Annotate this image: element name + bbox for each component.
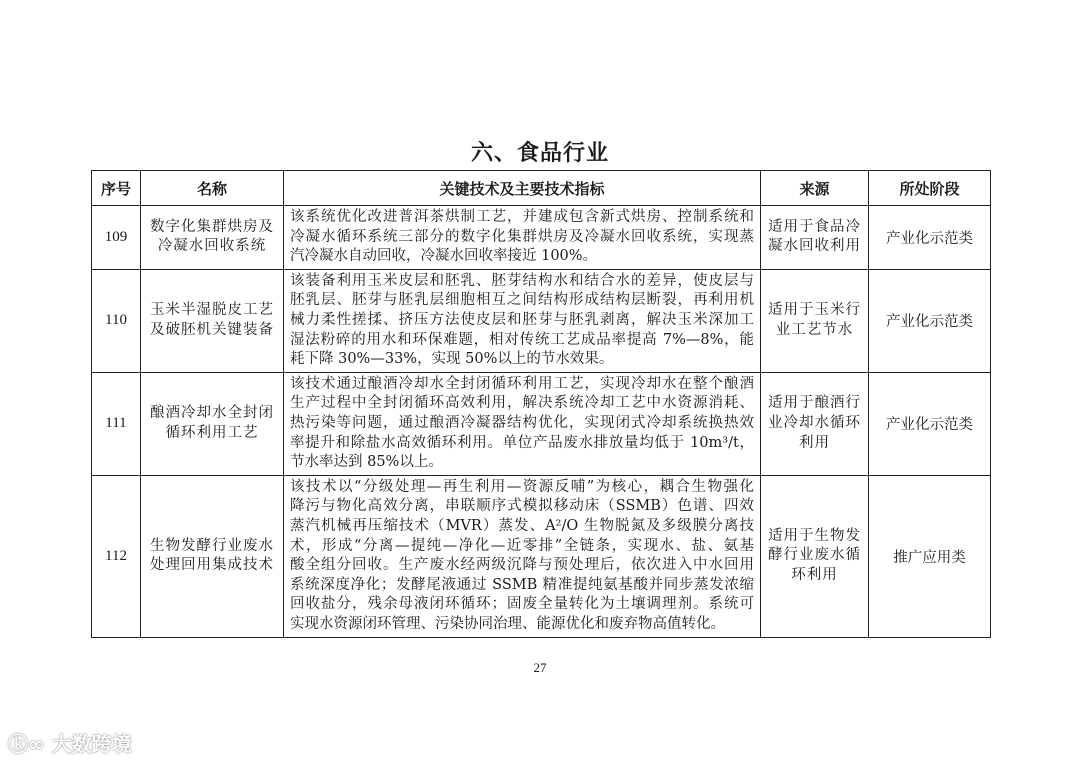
- tech-source: [761, 372, 869, 475]
- text-line: 率提升和除盐水高效循环利用。单位产品废水排放量均低于 10m³/t，: [290, 434, 754, 451]
- text-line: 该系统优化改进普洱茶烘制工艺，并建成包含新式烘房、控制系统和: [290, 209, 754, 225]
- tech-stage: 产业化示范类: [869, 206, 991, 270]
- text-line: 热污染等问题，通过酿酒冷凝器结构优化，实现闭式冷却系统换热效: [290, 414, 754, 431]
- text-line: 实现水资源闭环管理、污染协同治理、能源优化和废弃物高值转化。: [290, 616, 725, 632]
- text-line: 环利用: [791, 567, 838, 584]
- tech-stage: 推广应用类: [869, 475, 991, 637]
- text-line: 械力柔性搓揉、挤压方法使皮层和胚芽与胚乳剥离，解决玉米深加工: [290, 311, 754, 328]
- tech-stage: 产业化示范类: [869, 269, 991, 372]
- tech-name: [141, 269, 284, 372]
- text-line: 汽冷凝水自动回收，冷凝水回收率接近 100%。: [290, 248, 598, 265]
- section-title: 六、食品行业: [470, 140, 609, 166]
- tech-description: [284, 475, 761, 637]
- header-key-tech: 关键技术及主要技术指标: [284, 171, 761, 206]
- text-line: 凝水回收利用: [768, 238, 861, 255]
- tech-name: [141, 475, 284, 637]
- text-line: 业工艺节水: [775, 321, 854, 338]
- text-line: 及破胚机关键装备: [150, 321, 274, 338]
- tech-stage: 产业化示范类: [869, 372, 991, 475]
- text-line: 数字化集群烘房及: [150, 218, 274, 235]
- tech-source: [761, 475, 869, 637]
- row-number: 111: [92, 372, 141, 475]
- text-line: 该装备利用玉米皮层和胚乳、胚芽结构水和结合水的差异，使皮层与: [290, 272, 754, 289]
- text-line: 胚乳层、胚芽与胚乳层细胞相互之间结构形成结构层断裂，再利用机: [290, 292, 754, 309]
- tech-description: [284, 269, 761, 372]
- header-stage: 所处阶段: [869, 171, 991, 206]
- text-line: 处理回用集成技术: [150, 557, 274, 574]
- tech-description: [284, 372, 761, 475]
- text-line: 循环利用工艺: [165, 424, 259, 441]
- text-line: 生物发酵行业废水: [150, 537, 274, 554]
- row-number: 112: [92, 475, 141, 637]
- text-line: 冷凝水回收系统: [157, 238, 267, 255]
- text-line: 适用于酿酒行: [768, 395, 861, 412]
- text-line: 酸全组分回收。生产废水经两级沉降与预处理后，依次进入中水回用: [290, 557, 754, 574]
- table-row: [92, 372, 991, 475]
- text-line: 玉米半湿脱皮工艺: [150, 302, 274, 319]
- text-line: 冷凝水循环系统三部分的数字化集群烘房及冷凝水回收系统，实现蒸: [290, 228, 754, 245]
- text-line: 湿法粉碎的用水和环保难题，相对传统工艺成品率提高 7%—8%，能: [290, 331, 754, 348]
- text-line: 利用: [799, 434, 830, 451]
- table-header-row: [92, 171, 991, 206]
- text-line: 该技术通过酿酒冷却水全封闭循环利用工艺，实现冷却水在整个酿酒: [290, 375, 754, 392]
- table-row: [92, 206, 991, 270]
- text-line: 回收盐分，残余母液闭环循环；固废全量转化为土壤调理剂。系统可: [290, 596, 754, 613]
- row-number: 109: [92, 206, 141, 270]
- text-line: 节水率达到 85%以上。: [290, 454, 443, 471]
- text-line: 降污与物化高效分离，串联顺序式模拟移动床（SSMB）色谱、四效: [290, 498, 754, 515]
- text-line: 适用于食品冷: [768, 218, 861, 235]
- text-line: 酵行业废水循: [768, 547, 861, 564]
- text-line: 适用于玉米行: [768, 302, 861, 319]
- text-line: 业冷却水循环: [768, 414, 861, 431]
- tech-source: [761, 206, 869, 270]
- tech-description: [284, 206, 761, 270]
- text-line: 耗下降 30%—33%，实现 50%以上的节水效果。: [290, 351, 614, 368]
- table-row: [92, 475, 991, 637]
- technology-table: [91, 170, 991, 638]
- table-row: [92, 269, 991, 372]
- watermark-logo: ⓚ∞ 大数跨境: [8, 732, 132, 756]
- text-line: 生产过程中全封闭循环高效利用，解决系统冷却工艺中水资源消耗、: [290, 395, 754, 412]
- tech-name: [141, 372, 284, 475]
- text-line: 酿酒冷却水全封闭: [150, 405, 274, 422]
- tech-source: [761, 269, 869, 372]
- header-source: 来源: [761, 171, 869, 206]
- text-line: 术，形成“分离—提纯—净化—近零排”全链条，实现水、盐、氨基: [290, 537, 754, 554]
- text-line: 该技术以“分级处理—再生利用—资源反哺”为核心，耦合生物强化: [290, 478, 754, 495]
- text-line: 适用于生物发: [768, 527, 861, 544]
- header-number: 序号: [92, 171, 141, 206]
- text-line: 蒸汽机械再压缩技术（MVR）蒸发、A²/O 生物脱氮及多级膜分离技: [290, 518, 754, 535]
- page-number: 27: [533, 660, 547, 675]
- row-number: 110: [92, 269, 141, 372]
- text-line: 系统深度净化；发酵尾液通过 SSMB 精准提纯氨基酸并同步蒸发浓缩: [290, 576, 754, 593]
- tech-name: [141, 206, 284, 270]
- header-name: 名称: [141, 171, 284, 206]
